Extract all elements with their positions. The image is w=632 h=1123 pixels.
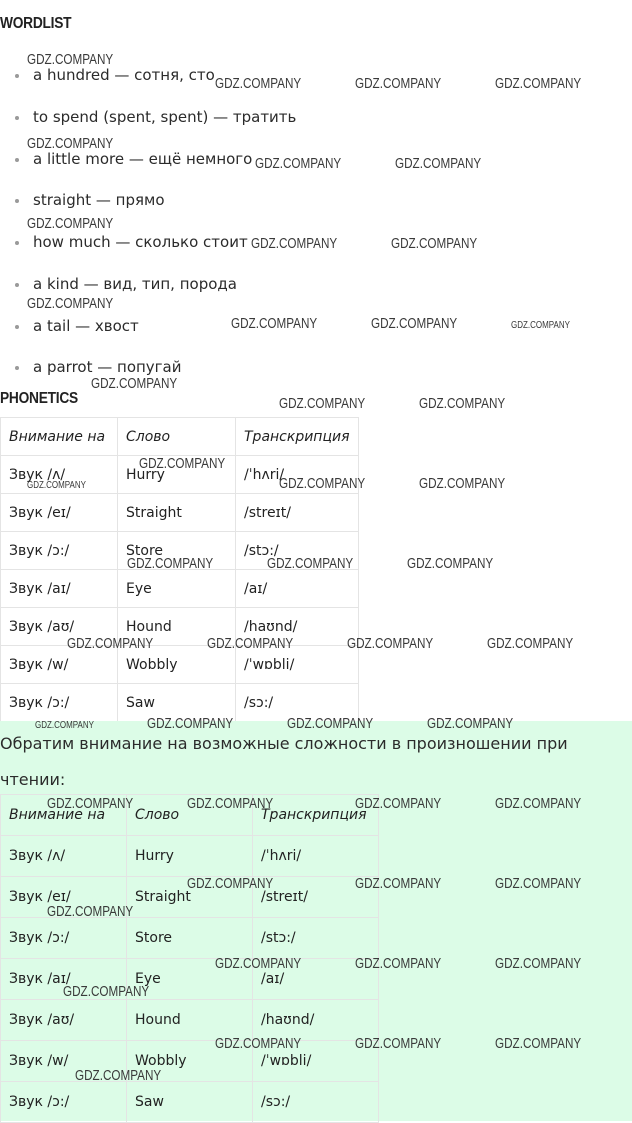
transcription-cell: /aɪ/ <box>236 570 359 608</box>
word-item: a kind — вид, тип, порода <box>15 275 237 293</box>
watermark: GDZ.COMPANY <box>207 635 294 652</box>
watermark: GDZ.COMPANY <box>215 955 302 972</box>
header-cell: Внимание на <box>1 418 118 456</box>
watermark: GDZ.COMPANY <box>75 1067 162 1084</box>
word-cell: Hurry <box>118 456 236 494</box>
word-cell: Straight <box>127 877 253 918</box>
wordlist-title: WORDLIST <box>0 15 72 32</box>
word-cell: Eye <box>118 570 236 608</box>
word-cell: Saw <box>118 684 236 722</box>
watermark: GDZ.COMPANY <box>395 155 482 172</box>
transcription-cell: /streɪt/ <box>253 877 379 918</box>
watermark: GDZ.COMPANY <box>427 715 514 732</box>
watermark: GDZ.COMPANY <box>347 635 434 652</box>
word-item: to spend (spent, spent) — тратить <box>15 108 296 126</box>
watermark: GDZ.COMPANY <box>231 315 318 332</box>
watermark: GDZ.COMPANY <box>355 1035 442 1052</box>
watermark: GDZ.COMPANY <box>139 455 226 472</box>
header-cell: Транскрипция <box>253 795 379 836</box>
watermark: GDZ.COMPANY <box>255 155 342 172</box>
word-cell: Hound <box>118 608 236 646</box>
watermark: GDZ.COMPANY <box>35 720 94 731</box>
watermark: GDZ.COMPANY <box>371 315 458 332</box>
word-item: straight — прямо <box>15 191 165 209</box>
watermark: GDZ.COMPANY <box>355 875 442 892</box>
watermark: GDZ.COMPANY <box>279 395 366 412</box>
word-item: a tail — хвост <box>15 317 139 335</box>
watermark: GDZ.COMPANY <box>215 1035 302 1052</box>
transcription-cell: /sɔ:/ <box>253 1082 379 1123</box>
header-cell: Внимание на <box>1 795 127 836</box>
transcription-cell: /streɪt/ <box>236 494 359 532</box>
sound-cell: Звук /ʌ/ <box>1 456 118 494</box>
sound-cell: Звук /ʌ/ <box>1 836 127 877</box>
transcription-cell: /ˈwɒbli/ <box>253 1041 379 1082</box>
transcription-cell: /ˈhʌri/ <box>236 456 359 494</box>
watermark: GDZ.COMPANY <box>495 75 582 92</box>
note-text: Обратим внимание на возможные сложности в произношении при чтении: <box>0 734 568 789</box>
word-item: a hundred — сотня, сто <box>15 66 215 84</box>
header-cell: Слово <box>118 418 236 456</box>
table-row <box>1 1041 379 1082</box>
table-row <box>1 1000 379 1041</box>
word-cell: Hurry <box>127 836 253 877</box>
watermark: GDZ.COMPANY <box>251 235 338 252</box>
table-row <box>1 836 379 877</box>
watermark: GDZ.COMPANY <box>47 903 134 920</box>
watermark: GDZ.COMPANY <box>147 715 234 732</box>
table-row <box>1 959 379 1000</box>
watermark: GDZ.COMPANY <box>267 555 354 572</box>
watermark: GDZ.COMPANY <box>487 635 574 652</box>
sound-cell: Звук /eɪ/ <box>1 494 118 532</box>
watermark: GDZ.COMPANY <box>495 1035 582 1052</box>
transcription-cell: /ˈwɒbli/ <box>236 646 359 684</box>
table-row <box>1 918 379 959</box>
word-cell: Store <box>127 918 253 959</box>
word-item: how much — сколько стоит <box>15 233 248 251</box>
table-row <box>1 1082 379 1123</box>
sound-cell: Звук /aɪ/ <box>1 570 118 608</box>
transcription-cell: /stɔ:/ <box>253 918 379 959</box>
phonetics-title: PHONETICS <box>0 390 78 407</box>
word-cell: Hound <box>127 1000 253 1041</box>
sound-cell: Звук /ɔ:/ <box>1 918 127 959</box>
table-row <box>1 570 359 608</box>
sound-cell: Звук /aʊ/ <box>1 1000 127 1041</box>
word-cell: Eye <box>127 959 253 1000</box>
sound-cell: Звук /aʊ/ <box>1 608 118 646</box>
sound-cell: Звук /ɔ:/ <box>1 532 118 570</box>
watermark: GDZ.COMPANY <box>27 295 114 312</box>
sound-cell: Звук /eɪ/ <box>1 877 127 918</box>
watermark: GDZ.COMPANY <box>91 375 178 392</box>
watermark: GDZ.COMPANY <box>47 795 134 812</box>
word-item: a little more — ещё немного <box>15 150 252 168</box>
watermark: GDZ.COMPANY <box>279 475 366 492</box>
table-row <box>1 646 359 684</box>
sound-cell: Звук /w/ <box>1 1041 127 1082</box>
transcription-cell: /haʊnd/ <box>236 608 359 646</box>
watermark: GDZ.COMPANY <box>511 320 570 331</box>
sound-cell: Звук /w/ <box>1 646 118 684</box>
table-header-row <box>1 418 359 456</box>
word-cell: Store <box>118 532 236 570</box>
watermark: GDZ.COMPANY <box>187 875 274 892</box>
sound-cell: Звук /ɔ:/ <box>1 1082 127 1123</box>
watermark: GDZ.COMPANY <box>495 955 582 972</box>
header-cell: Транскрипция <box>236 418 359 456</box>
watermark: GDZ.COMPANY <box>67 635 154 652</box>
watermark: GDZ.COMPANY <box>215 75 302 92</box>
watermark: GDZ.COMPANY <box>187 795 274 812</box>
watermark: GDZ.COMPANY <box>27 480 86 491</box>
word-item: a parrot — попугай <box>15 358 182 376</box>
watermark: GDZ.COMPANY <box>27 51 114 68</box>
transcription-cell: /stɔ:/ <box>236 532 359 570</box>
watermark: GDZ.COMPANY <box>495 875 582 892</box>
word-cell: Saw <box>127 1082 253 1123</box>
watermark: GDZ.COMPANY <box>27 215 114 232</box>
word-cell: Wobbly <box>127 1041 253 1082</box>
watermark: GDZ.COMPANY <box>419 475 506 492</box>
transcription-cell: /haʊnd/ <box>253 1000 379 1041</box>
transcription-cell: /ˈhʌri/ <box>253 836 379 877</box>
watermark: GDZ.COMPANY <box>407 555 494 572</box>
sound-cell: Звук /aɪ/ <box>1 959 127 1000</box>
table-row <box>1 494 359 532</box>
watermark: GDZ.COMPANY <box>355 75 442 92</box>
word-cell: Straight <box>118 494 236 532</box>
note-table <box>0 794 379 1123</box>
header-cell: Слово <box>127 795 253 836</box>
watermark: GDZ.COMPANY <box>495 795 582 812</box>
sound-cell: Звук /ɔ:/ <box>1 684 118 722</box>
table-row <box>1 608 359 646</box>
watermark: GDZ.COMPANY <box>27 135 114 152</box>
watermark: GDZ.COMPANY <box>287 715 374 732</box>
transcription-cell: /aɪ/ <box>253 959 379 1000</box>
watermark: GDZ.COMPANY <box>391 235 478 252</box>
watermark: GDZ.COMPANY <box>355 955 442 972</box>
watermark: GDZ.COMPANY <box>127 555 214 572</box>
watermark: GDZ.COMPANY <box>355 795 442 812</box>
transcription-cell: /sɔ:/ <box>236 684 359 722</box>
watermark: GDZ.COMPANY <box>419 395 506 412</box>
watermark: GDZ.COMPANY <box>63 983 150 1000</box>
word-cell: Wobbly <box>118 646 236 684</box>
